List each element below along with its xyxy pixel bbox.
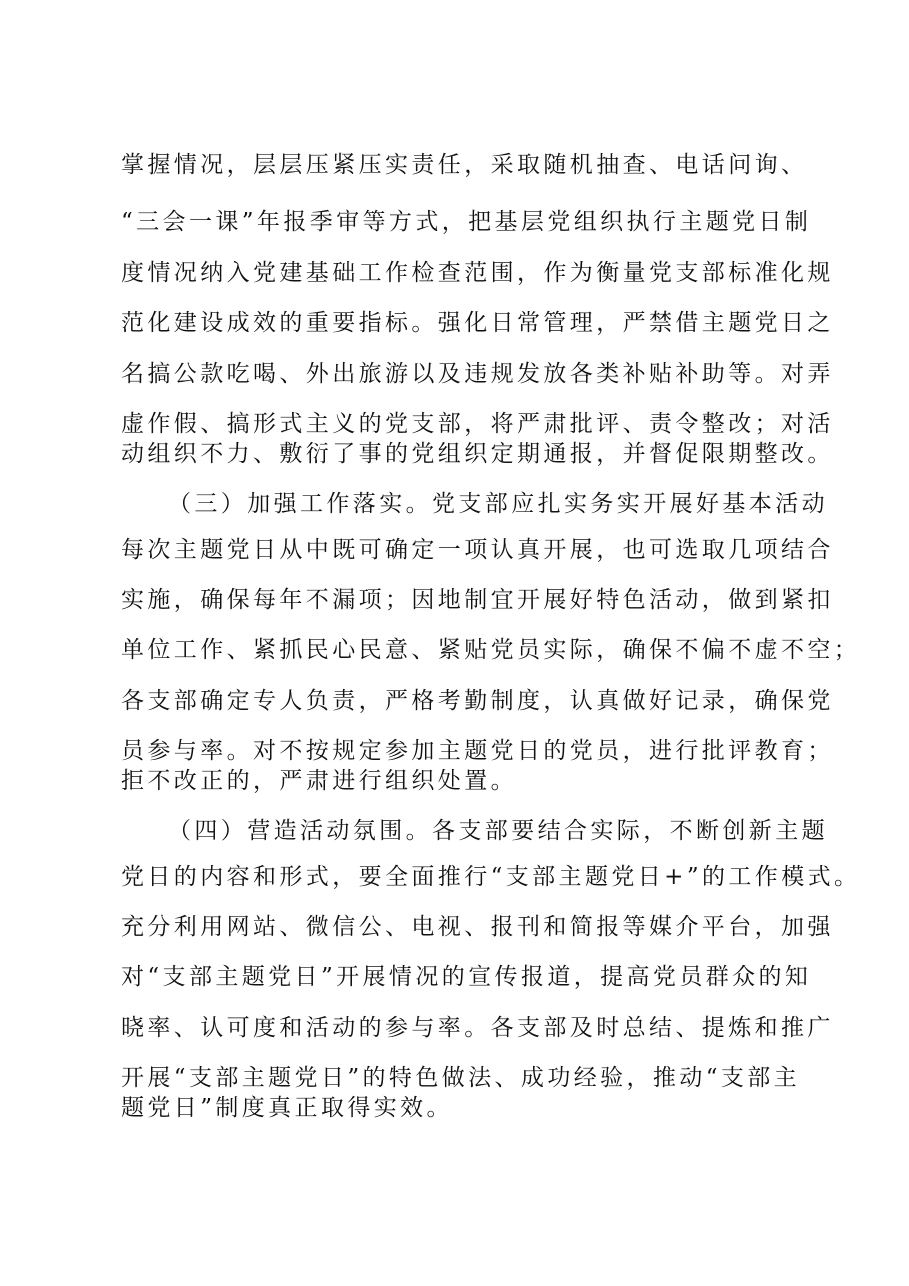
text-line: 度情况纳入党建基础工作检查范围，作为衡量党支部标准化规 <box>121 260 834 286</box>
text-line: 实施，确保每年不漏项；因地制宜开展好特色活动，做到紧扣 <box>121 587 834 613</box>
text-line: 每次主题党日从中既可确定一项认真开展，也可选取几项结合 <box>121 537 834 563</box>
section-heading-line: （三）加强工作落实。党支部应扎实务实开展好基本活动 <box>168 491 828 517</box>
text-line: 开展“支部主题党日”的特色做法、成功经验，推动“支部主 <box>121 1065 801 1091</box>
text-line: 对“支部主题党日”开展情况的宣传报道，提高党员群众的知 <box>121 964 812 990</box>
text-line: 虚作假、搞形式主义的党支部，将严肃批评、责令整改；对活 <box>121 411 834 437</box>
text-line: 名搞公款吃喝、外出旅游以及违规发放各类补贴补助等。对弄 <box>121 361 834 387</box>
text-line: 充分利用网站、微信公、电视、报刊和简报等媒介平台，加强 <box>121 914 834 940</box>
section-heading-line: （四）营造活动氛围。各支部要结合实际，不断创新主题 <box>168 818 828 844</box>
text-line: 拒不改正的，严肃进行组织处置。 <box>121 768 517 794</box>
text-line: 党日的内容和形式，要全面推行“支部主题党日+”的工作模式。 <box>121 864 861 890</box>
text-line: 晓率、认可度和活动的参与率。各支部及时总结、提炼和推广 <box>121 1015 834 1041</box>
text-line: 范化建设成效的重要指标。强化日常管理，严禁借主题党日之 <box>121 310 834 336</box>
text-line: 单位工作、紧抓民心民意、紧贴党员实际，确保不偏不虚不空； <box>121 637 861 663</box>
text-line: 掌握情况，层层压紧压实责任，采取随机抽查、电话问询、 <box>121 152 808 178</box>
text-line: 员参与率。对不按规定参加主题党日的党员，进行批评教育； <box>121 738 834 764</box>
text-line: 各支部确定专人负责，严格考勤制度，认真做好记录，确保党 <box>121 688 834 714</box>
text-line: 动组织不力、敷衍了事的党组织定期通报，并督促限期整改。 <box>121 441 834 467</box>
text-line: “三会一课”年报季审等方式，把基层党组织执行主题党日制 <box>121 209 812 235</box>
text-line: 题党日”制度真正取得实效。 <box>121 1095 453 1121</box>
